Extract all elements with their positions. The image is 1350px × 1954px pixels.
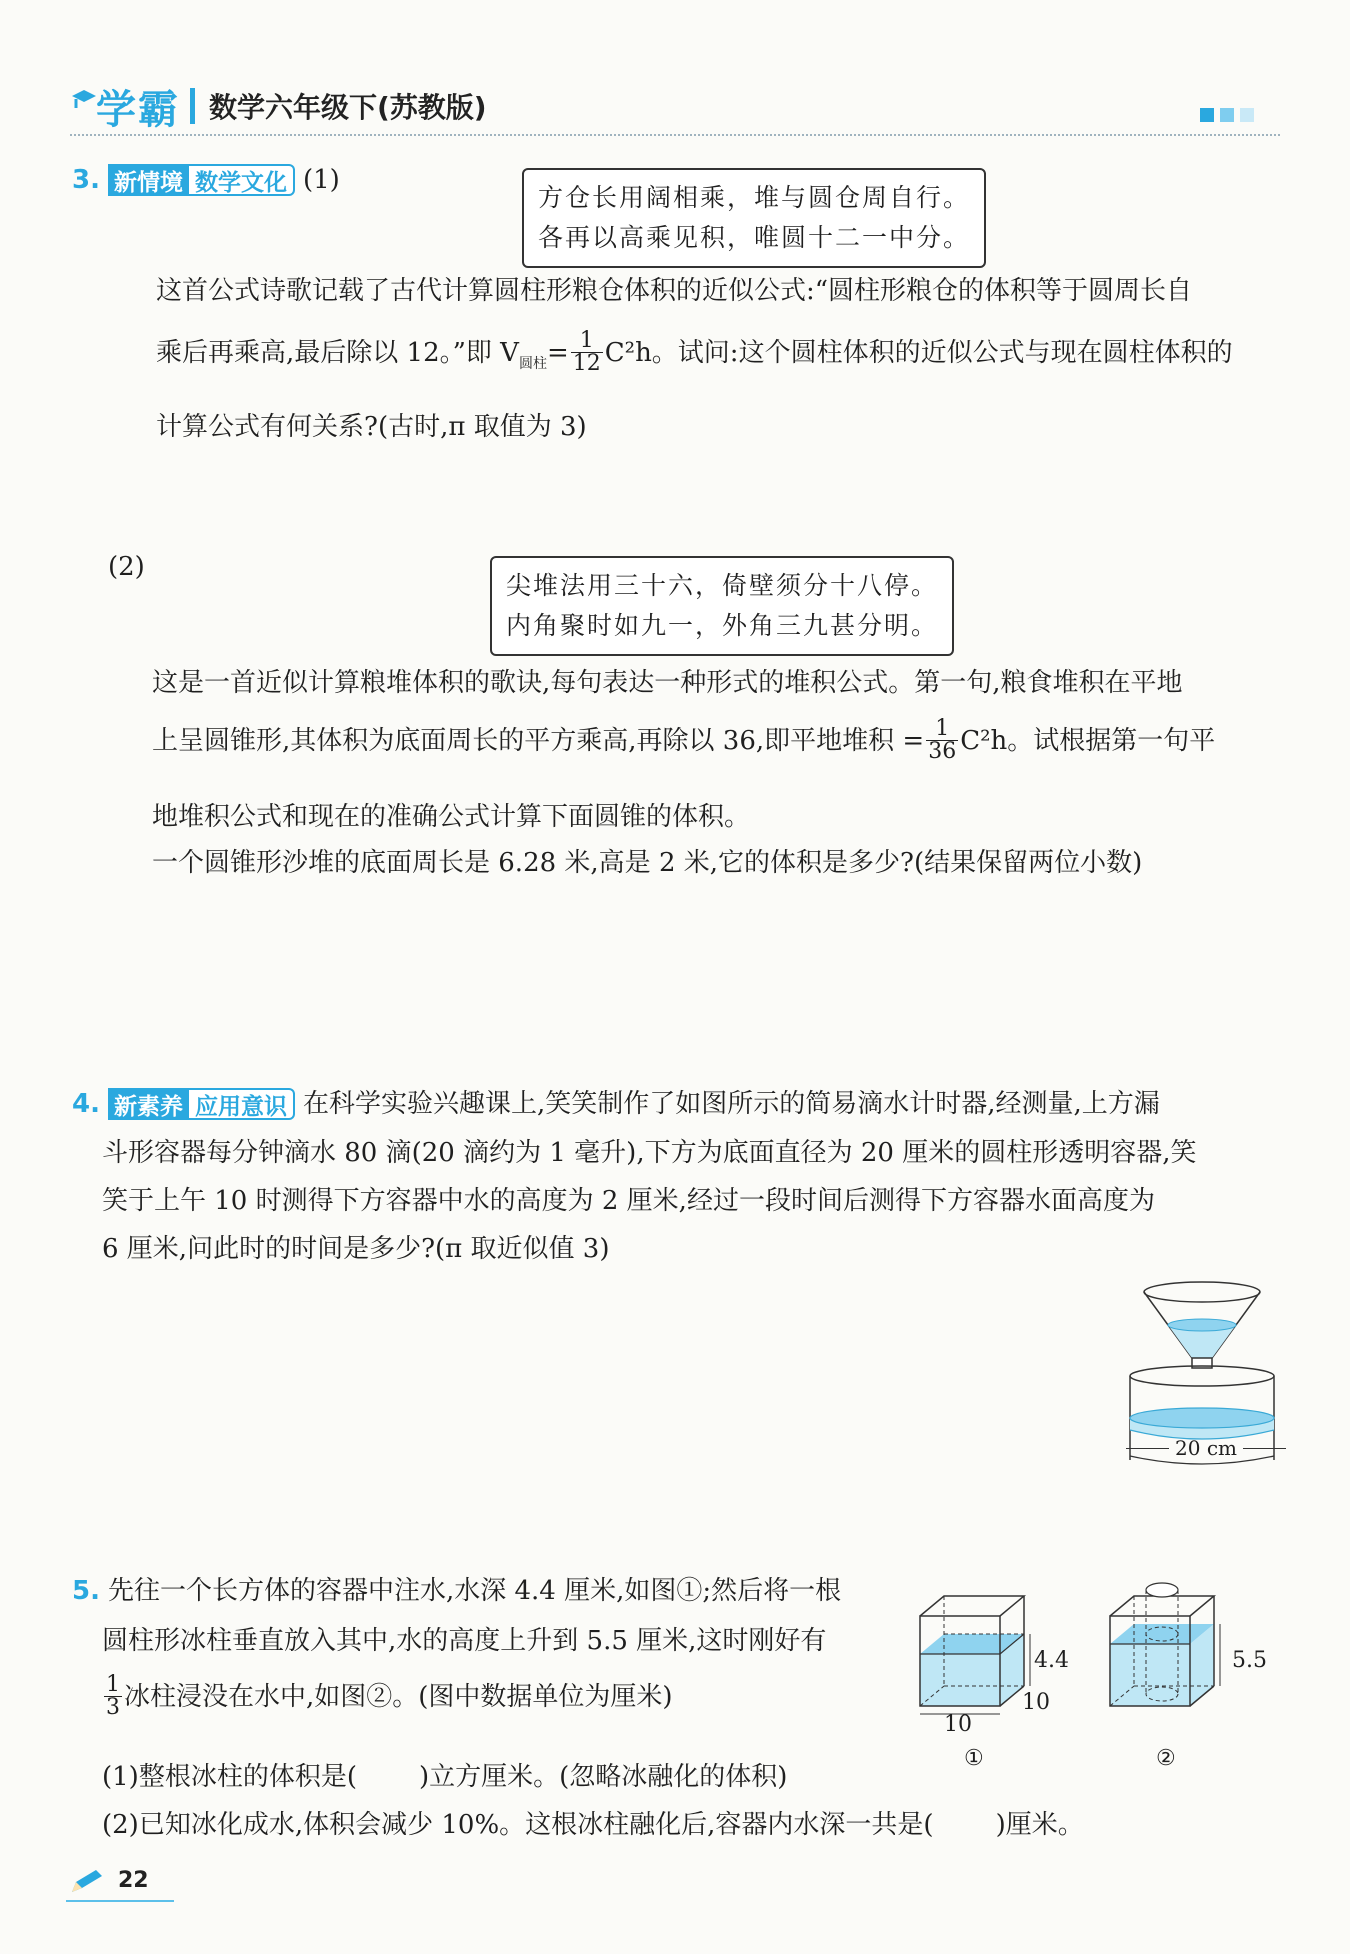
q4-line3: 笑于上午 10 时测得下方容器中水的高度为 2 厘米,经过一段时间后测得下方容器水面高度为 [102, 1186, 1155, 1216]
brand-logo: 学霸 [96, 86, 180, 133]
question-number: 3. [72, 165, 100, 195]
poem-line: 方仓长用阔相乘，堆与圆仓周自行。 [538, 183, 971, 212]
q3-p2-line2 [152, 718, 1215, 763]
text-run: 冰柱浸没在水中,如图②。(图中数据单位为厘米) [124, 1681, 673, 1712]
q3-heading [72, 164, 340, 196]
q3-tag [108, 164, 295, 196]
tag-primary: 新素养 [108, 1088, 189, 1120]
deco-square [1240, 108, 1254, 122]
container-figure-2 [1104, 1582, 1244, 1722]
header-separator [190, 88, 195, 124]
q4-line2: 斗形容器每分钟滴水 80 滴(20 滴约为 1 毫升),下方为底面直径为 20 厘米的圆柱形透明容器,笑 [102, 1138, 1197, 1168]
footer-line [66, 1900, 174, 1902]
subscript: 圆柱 [518, 356, 547, 372]
q4-line1: 在科学实验兴趣课上,笑笑制作了如图所示的简易滴水计时器,经测量,上方漏 [302, 1089, 1160, 1119]
poem-box-1 [522, 168, 986, 268]
q3-p1-line3: 计算公式有何关系?(古时,π 取值为 3) [156, 412, 587, 442]
denominator: 3 [106, 1695, 120, 1720]
numerator: 1 [571, 330, 603, 353]
q4-dimension [1126, 1436, 1286, 1460]
q3-p2-line4: 一个圆锥形沙堆的底面周长是 6.28 米,高是 2 米,它的体积是多少?(结果保留两位小数) [152, 848, 1143, 878]
q4-line4: 6 厘米,问此时的时间是多少?(π 取近似值 3) [102, 1234, 610, 1264]
fig1-width-label: 10 [944, 1712, 972, 1737]
dimension-line-left [1126, 1448, 1169, 1449]
tag-secondary: 数学文化 [189, 164, 295, 196]
header-divider [70, 134, 1280, 136]
fig1-depth-label: 10 [1022, 1690, 1050, 1715]
tag-secondary: 应用意识 [189, 1088, 295, 1120]
header-decoration [1200, 108, 1254, 122]
graduation-cap-icon [70, 86, 96, 126]
tag-primary: 新情境 [108, 164, 189, 196]
fig2-caption: ② [1156, 1746, 1176, 1771]
fraction [571, 330, 603, 375]
text-run: (2)已知冰化成水,体积会减少 10%。这根冰柱融化后,容器内水深一共是( [102, 1810, 934, 1840]
text-run: 乘后再乘高,最后除以 12。”即 V [156, 337, 519, 368]
numerator: 1 [106, 1672, 120, 1697]
q4-tag [108, 1088, 295, 1120]
part-label: (1) [302, 165, 340, 195]
text-run: )立方厘米。(忽略冰融化的体积) [418, 1762, 788, 1792]
fig1-caption: ① [964, 1746, 984, 1771]
denominator: 12 [572, 351, 601, 376]
q3-p1-line2 [156, 330, 1233, 375]
poem-line: 尖堆法用三十六，倚壁须分十八停。 [506, 571, 939, 600]
answer-blank[interactable] [934, 1810, 996, 1840]
text-run: = [546, 337, 569, 368]
numerator: 1 [926, 718, 958, 741]
poem-line: 内角聚时如九一，外角三九甚分明。 [506, 611, 939, 640]
q5-heading [72, 1576, 841, 1606]
q4-heading [72, 1088, 1160, 1120]
text-run: C²h。试根据第一句平 [960, 725, 1216, 756]
page-number: 22 [118, 1868, 149, 1893]
fig2-height-label: 5.5 [1232, 1648, 1267, 1673]
fig1-height-label: 4.4 [1034, 1648, 1069, 1673]
question-number: 5. [72, 1576, 100, 1606]
q3-p1-line1: 这首公式诗歌记载了古代计算圆柱形粮仓体积的近似公式:“圆柱形粮仓的体积等于圆周长自 [156, 276, 1193, 306]
q5-line3 [102, 1674, 673, 1719]
question-number: 4. [72, 1089, 100, 1119]
answer-blank[interactable] [357, 1762, 419, 1792]
q3-p2-line3: 地堆积公式和现在的准确公式计算下面圆锥的体积。 [152, 802, 751, 832]
text-run: )厘米。 [995, 1810, 1084, 1840]
fraction [926, 718, 958, 763]
pencil-icon [68, 1866, 108, 1896]
q5-sub2 [102, 1810, 1084, 1840]
text-run: (1)整根冰柱的体积是( [102, 1762, 357, 1792]
dimension-line-right [1243, 1448, 1286, 1449]
fraction [104, 1674, 122, 1719]
book-title: 数学六年级下(苏教版) [209, 91, 487, 124]
part-label-2: (2) [108, 552, 145, 582]
deco-square [1220, 108, 1234, 122]
dimension-label: 20 cm [1175, 1436, 1237, 1460]
denominator: 36 [928, 739, 957, 764]
q5-line2: 圆柱形冰柱垂直放入其中,水的高度上升到 5.5 厘米,这时刚好有 [102, 1626, 827, 1656]
q3-p2-line1: 这是一首近似计算粮堆体积的歌诀,每句表达一种形式的堆积公式。第一句,粮食堆积在平地 [152, 668, 1183, 698]
header [70, 80, 487, 132]
text-run: C²h。试问:这个圆柱体积的近似公式与现在圆柱体积的 [604, 337, 1233, 368]
poem-box-2 [490, 556, 954, 656]
q5-sub1 [102, 1762, 787, 1792]
poem-line: 各再以高乘见积，唯圆十二一中分。 [538, 223, 971, 252]
deco-square [1200, 108, 1214, 122]
text-run: 上呈圆锥形,其体积为底面周长的平方乘高,再除以 36,即平地堆积 = [152, 725, 925, 756]
q5-line1: 先往一个长方体的容器中注水,水深 4.4 厘米,如图①;然后将一根 [107, 1576, 842, 1606]
